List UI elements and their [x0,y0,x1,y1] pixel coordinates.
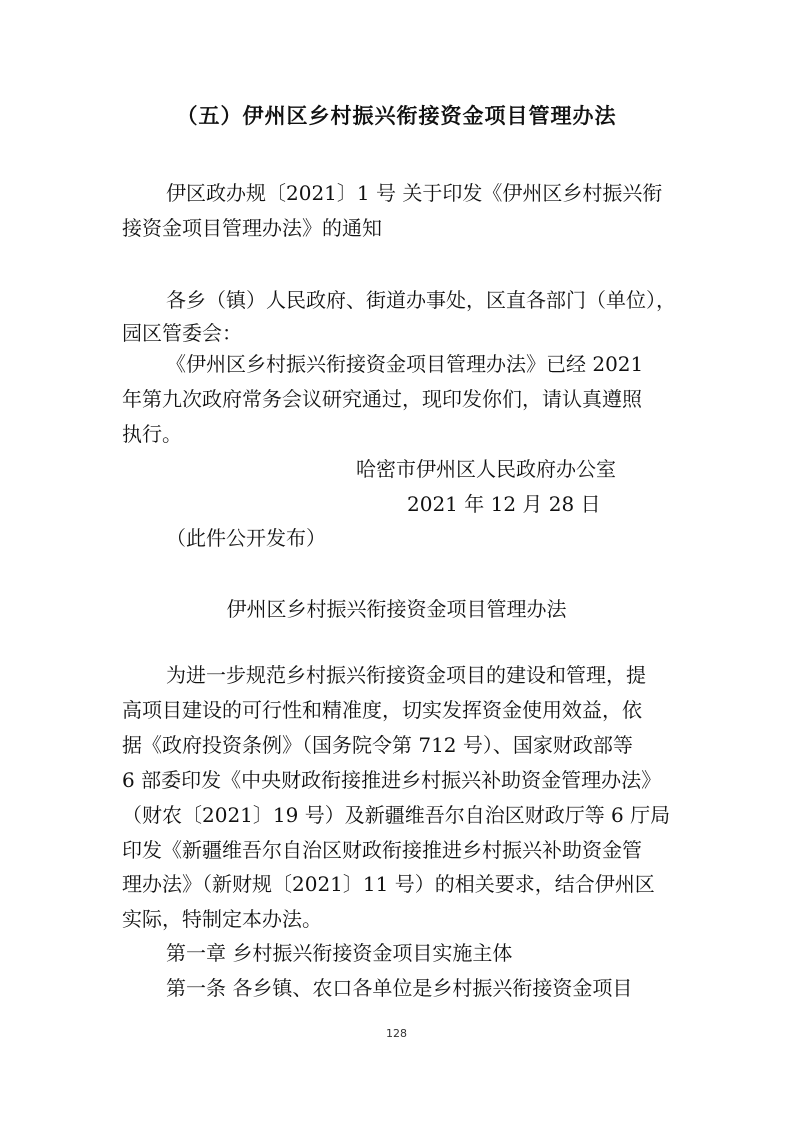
page-number: 128 [386,1027,407,1040]
purpose-line-3: 据《政府投资条例》（国务院令第 712 号）、国家财政部等 [122,733,633,757]
publication-note: （此件公开发布） [166,526,326,550]
addressee-line-1: 各乡（镇）人民政府、街道办事处，区直各部门（单位）， [166,288,676,312]
intro-line-1: 《伊州区乡村振兴衔接资金项目管理办法》已经 2021 [166,352,644,376]
purpose-line-7: 理办法》（新财规〔2021〕11 号）的相关要求，结合伊州区 [122,872,655,896]
page-title: （五）伊州区乡村振兴衔接资金项目管理办法 [176,104,617,128]
document-heading: 伊州区乡村振兴衔接资金项目管理办法 [226,597,567,621]
intro-line-2: 年第九次政府常务会议研究通过，现印发你们，请认真遵照 [122,387,642,411]
notice-line-2: 接资金项目管理办法》的通知 [122,216,382,240]
signature-org: 哈密市伊州区人民政府办公室 [356,457,616,481]
chapter-1-heading: 第一章 乡村振兴衔接资金项目实施主体 [166,941,513,965]
addressee-line-2: 园区管委会： [122,321,242,345]
purpose-line-2: 高项目建设的可行性和精准度，切实发挥资金使用效益，依 [122,698,642,722]
signature-date: 2021 年 12 月 28 日 [407,492,601,516]
purpose-line-4: 6 部委印发《中央财政衔接推进乡村振兴补助资金管理办法》 [122,768,662,792]
purpose-line-6: 印发《新疆维吾尔自治区财政衔接推进乡村振兴补助资金管 [122,838,642,862]
article-1: 第一条 各乡镇、农口各单位是乡村振兴衔接资金项目 [166,976,633,1000]
intro-line-3: 执行。 [122,422,182,446]
purpose-line-5: （财农〔2021〕19 号）及新疆维吾尔自治区财政厅等 6 厅局 [122,803,671,827]
purpose-line-8: 实际，特制定本办法。 [122,907,322,931]
purpose-line-1: 为进一步规范乡村振兴衔接资金项目的建设和管理，提 [166,663,646,687]
notice-line-1: 伊区政办规〔2021〕1 号 关于印发《伊州区乡村振兴衔 [166,181,663,205]
